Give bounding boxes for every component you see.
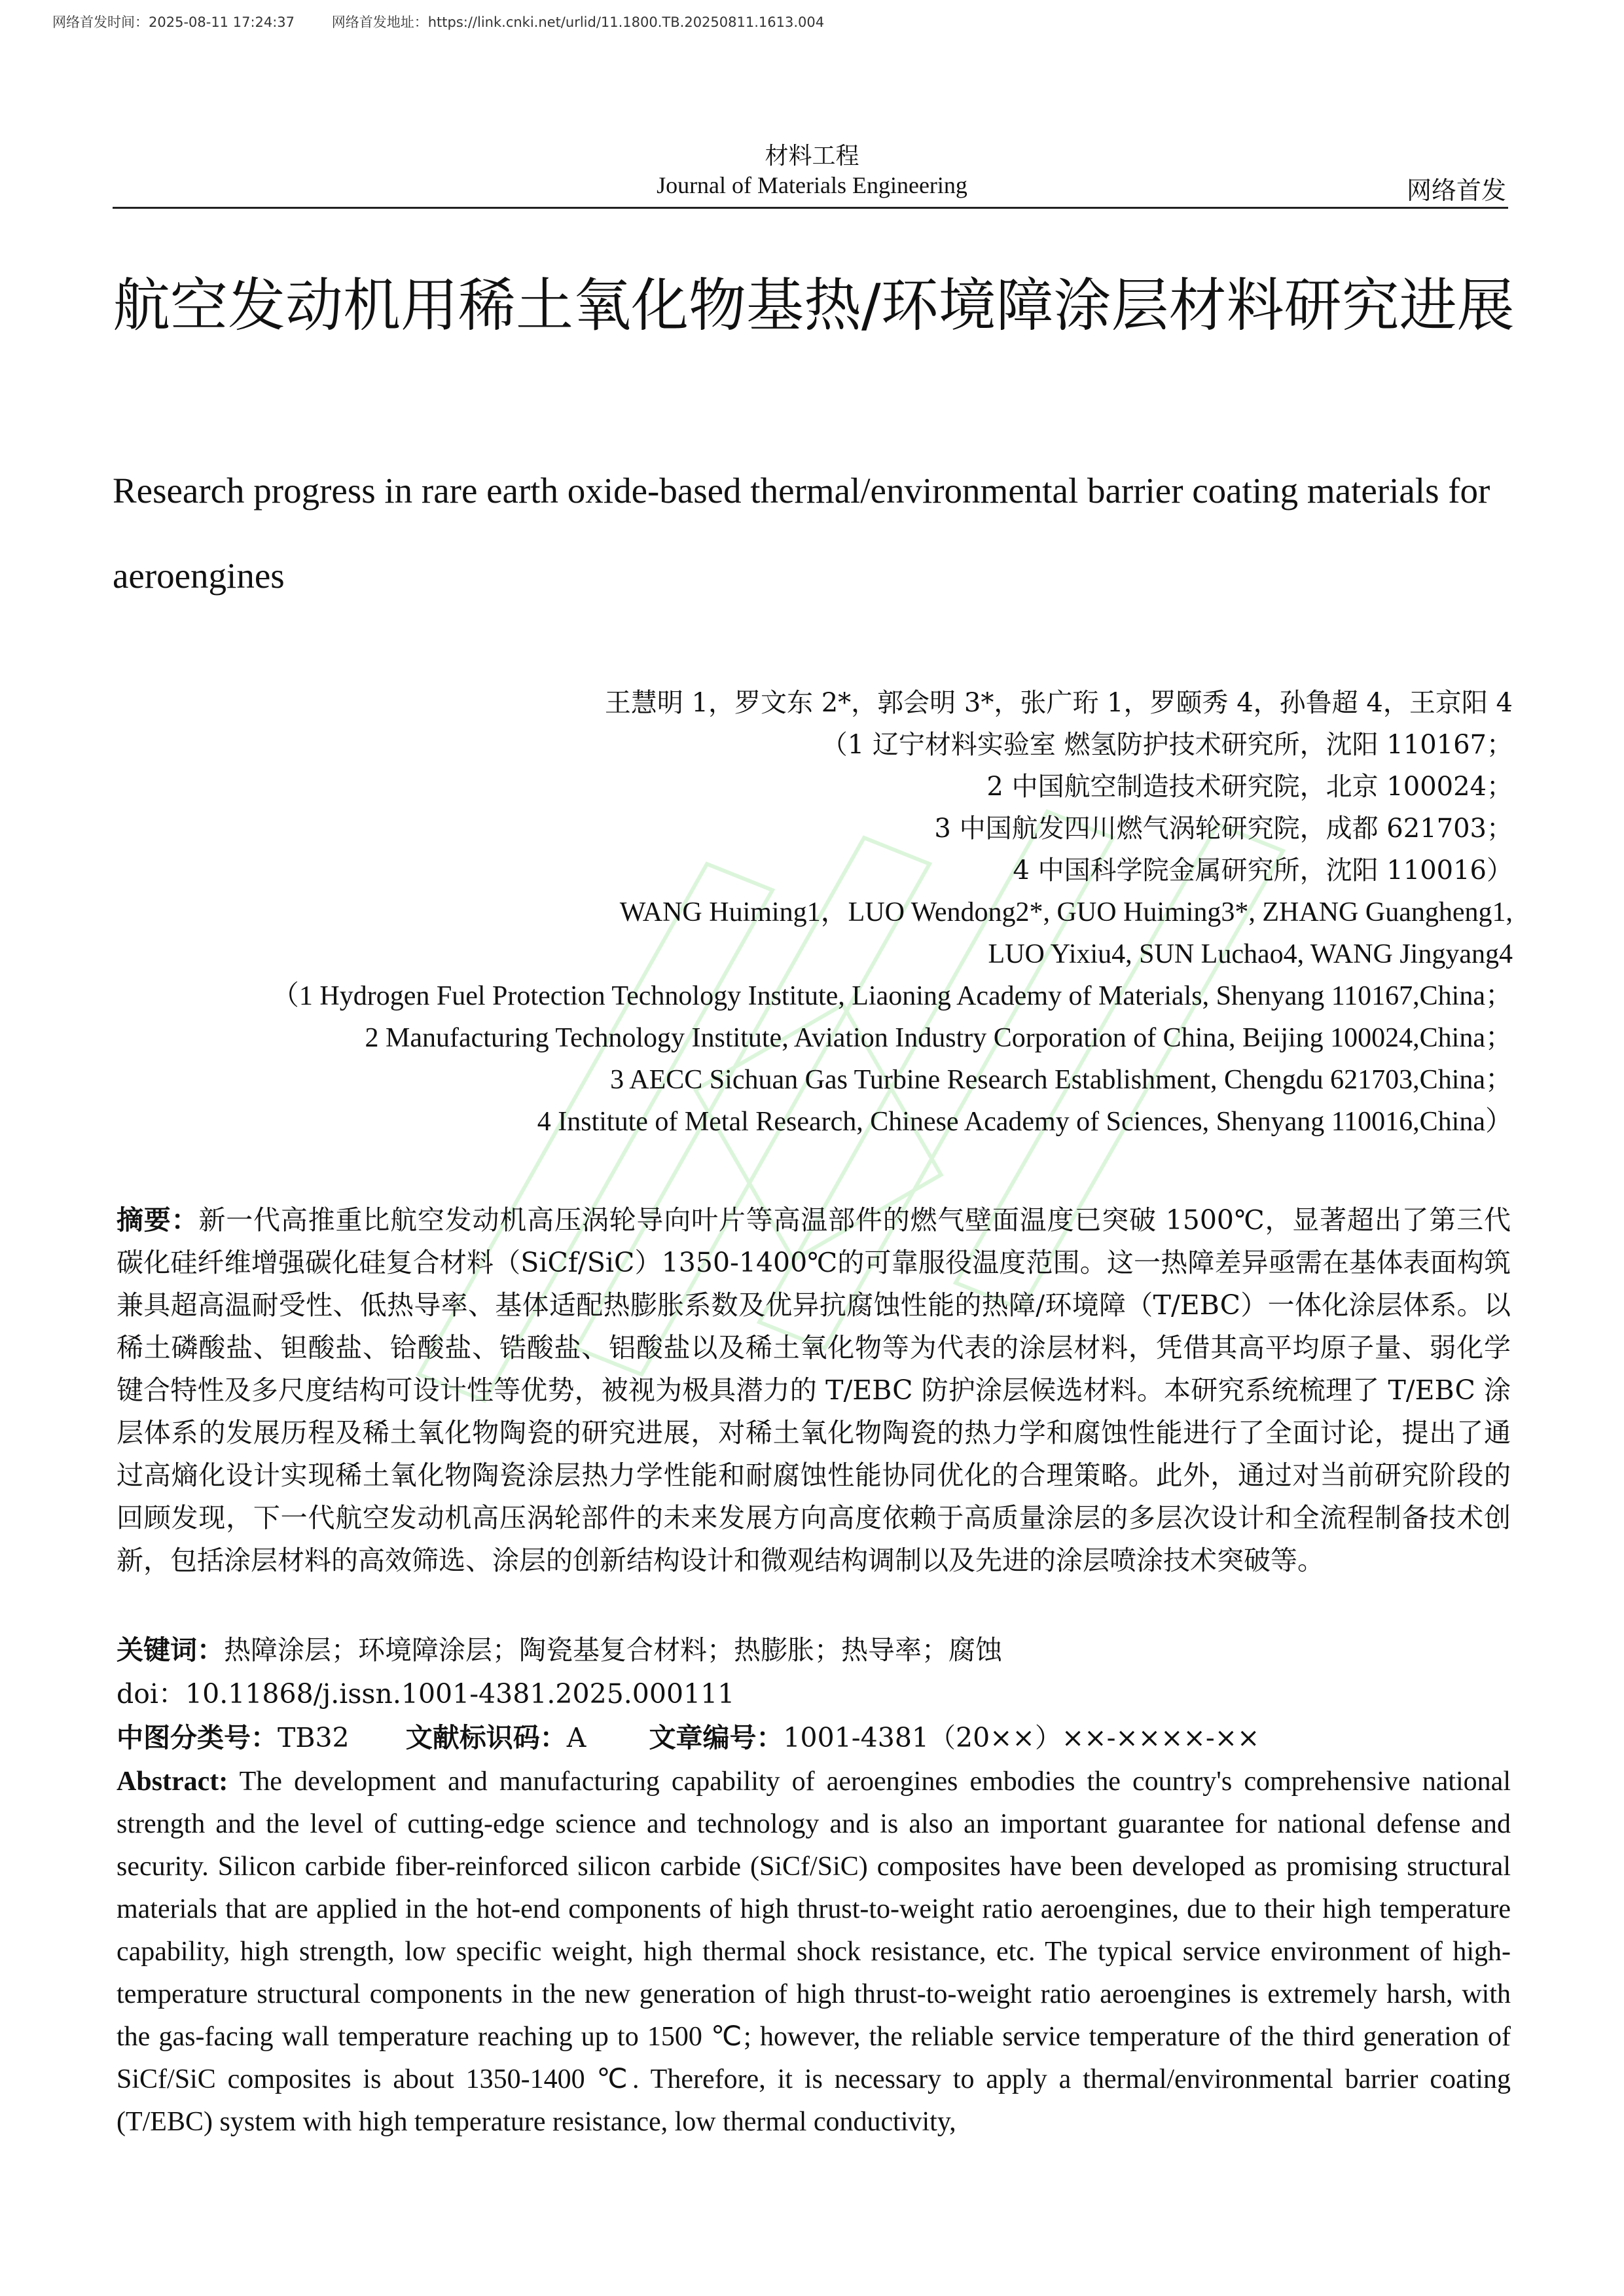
publish-time: 网络首发时间：2025-08-11 17:24:37 [52, 14, 295, 30]
clc-label: 中图分类号： [117, 1722, 278, 1753]
classification-line [117, 1716, 1259, 1755]
affiliation-en-1: （1 Hydrogen Fuel Protection Technology Institute, Liaoning Academy of Materials, Shenyang 110167,China； [271, 981, 1513, 1011]
affiliation-en-2: 2 Manufacturing Technology Institute, Aviation Industry Corporation of China, Beijing 100024,China； [365, 1023, 1513, 1053]
keywords-text: 热障涂层；环境障涂层；陶瓷基复合材料；热膨胀；热导率；腐蚀 [224, 1634, 1002, 1666]
authors-en-line-1: WANG Huiming1，LUO Wendong2*, GUO Huiming3*, ZHANG Guangheng1, [619, 897, 1513, 927]
affiliation-cn-3: 3 中国航发四川燃气涡轮研究院，成都 621703； [934, 814, 1513, 844]
authors-cn: 王慧明 1，罗文东 2*，郭会明 3*，张广珩 1，罗颐秀 4，孙鲁超 4，王京阳 4 [604, 688, 1513, 718]
abstract-en-label: Abstract: [117, 1767, 228, 1797]
abstract-cn-text: 新一代高推重比航空发动机高压涡轮导向叶片等高温部件的燃气壁面温度已突破 1500℃，显著超出了第三代碳化硅纤维增强碳化硅复合材料（SiCf/SiC）1350-1400℃的可靠服役温度范围。这一热障差异亟需在基体表面构筑兼具超高温耐受性、低热导率、基体适配热膨胀系数及优异抗腐蚀性能的热障/环境障（T/EBC）一体化涂层体系。以稀土磷酸盐、钽酸盐、铪酸盐、锆酸盐、铝酸盐以及稀土氧化物等为代表的涂层材料，凭借其高平均原子量、弱化学键合特性及多尺度结构可设计性等优势，被视为极具潜力的 T/EBC 防护涂层候选材料。本研究系统梳理了 T/EBC 涂层体系的发展历程及稀土氧化物陶瓷的研究进展，对稀土氧化物陶瓷的热力学和腐蚀性能进行了全面讨论，提出了通过高熵化设计实现稀土氧化物陶瓷涂层热力学性能和耐腐蚀性能协同优化的合理策略。此外，通过对当前研究阶段的回顾发现，下一代航空发动机高压涡轮部件的未来发展方向高度依赖于高质量涂层的多层次设计和全流程制备技术创新，包括涂层材料的高效筛选、涂层的创新结构设计和微观结构调制以及先进的涂层喷涂技术突破等。 [117, 1204, 1511, 1576]
online-publish-info [52, 12, 857, 31]
article-title-cn: 航空发动机用稀土氧化物基热/环境障涂层材料研究进展 [113, 272, 1515, 339]
affiliation-en-4: 4 Institute of Metal Research, Chinese Academy of Sciences, Shenyang 110016,China） [537, 1107, 1513, 1137]
journal-name-en: Journal of Materials Engineering [657, 172, 967, 198]
doi[interactable]: doi：10.11868/j.issn.1001-4381.2025.000111 [117, 1678, 735, 1710]
abstract-cn [117, 1199, 1511, 1582]
abstract-en-text: The development and manufacturing capability of aeroengines embodies the country's comprehensive national strength and the level of cutting-edge science and technology and is also an important guarantee for national defense and security. Silicon carbide fiber-reinforced silicon carbide (SiCf/SiC) composites have been developed as promising structural materials that are applied in the hot-end components of high thrust-to-weight ratio aeroengines, due to their high temperature capability, high strength, low specific weight, high thermal shock resistance, etc. The typical service environment of high-temperature structural components in the new generation of high thrust-to-weight ratio aeroengines is extremely harsh, with the gas-facing wall temperature reaching up to 1500 ℃; however, the reliable service temperature of the third generation of SiCf/SiC composites is about 1350-1400 ℃. Therefore, it is necessary to apply a thermal/environmental barrier coating (T/EBC) system with high temperature resistance, low thermal conductivity, [117, 1767, 1511, 2137]
header-divider [113, 207, 1508, 209]
publish-url[interactable]: 网络首发地址：https://link.cnki.net/urlid/11.1800.TB.20250811.1613.004 [331, 14, 825, 30]
article-title-en: Research progress in rare earth oxide-based thermal/environmental barrier coating materials for aeroengines [113, 471, 1490, 596]
doc-code-value: A [566, 1722, 586, 1753]
doc-code-label: 文献标识码： [405, 1722, 567, 1753]
keywords [117, 1628, 1002, 1667]
online-first-label: 网络首发 [1406, 176, 1506, 205]
clc-value: TB32 [278, 1722, 350, 1753]
journal-name-cn: 材料工程 [765, 143, 859, 170]
affiliation-cn-1: （1 辽宁材料实验室 燃氢防护技术研究所，沈阳 110167； [821, 730, 1513, 760]
abstract-en [117, 1761, 1511, 2144]
authors-en-line-2: LUO Yixiu4, SUN Luchao4, WANG Jingyang4 [988, 939, 1513, 969]
keywords-label: 关键词： [117, 1634, 224, 1666]
article-number-value: 1001-4381（20××）××-××××-×× [783, 1722, 1260, 1753]
author-block [272, 682, 1513, 1143]
article-number-label: 文章编号： [649, 1722, 784, 1753]
abstract-cn-label: 摘要： [117, 1204, 199, 1236]
affiliation-cn-2: 2 中国航空制造技术研究院，北京 100024； [986, 772, 1513, 802]
affiliation-en-3: 3 AECC Sichuan Gas Turbine Research Establishment, Chengdu 621703,China； [610, 1065, 1513, 1095]
affiliation-cn-4: 4 中国科学院金属研究所，沈阳 110016） [1013, 855, 1513, 886]
